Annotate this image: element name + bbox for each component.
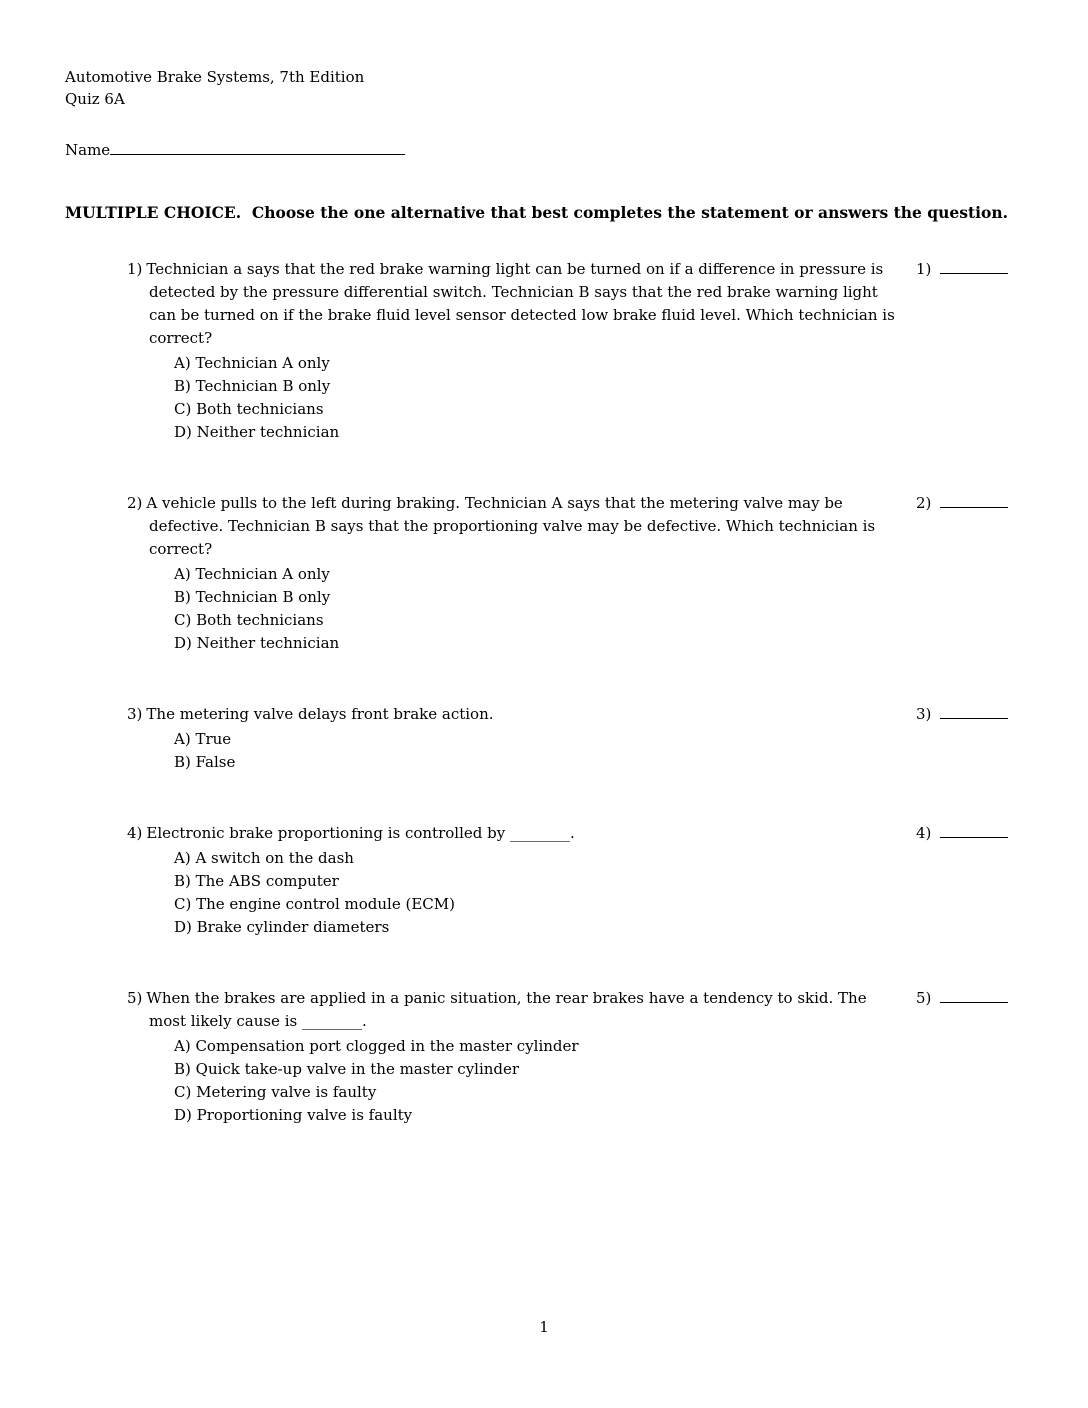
- question-main: [127, 703, 902, 774]
- question-body: Technician a says that the red brake warning light can be turned on if a difference in pressure is detected by the pressure differential switch. Technician B says that the red brake warning light can be turned on if the brake fluid level sensor detected low brake fluid level. Which technician is correct?: [146, 260, 895, 347]
- question-body: Electronic brake proportioning is controlled by ________.: [146, 824, 575, 842]
- question-number: 3): [127, 705, 143, 723]
- question-text: [127, 987, 902, 1033]
- answer-blank-group: [916, 492, 1028, 515]
- answer-blank: [940, 823, 1008, 838]
- question-main: [127, 258, 902, 444]
- question-main: [127, 987, 902, 1127]
- option-c: C) Both technicians: [174, 611, 324, 629]
- option-a: A) Technician A only: [174, 565, 330, 583]
- question-main: [127, 492, 902, 655]
- answer-number: 3): [916, 705, 932, 723]
- option-d: D) Proportioning valve is faulty: [174, 1106, 413, 1124]
- question-text: [127, 258, 902, 350]
- question-text: [127, 822, 902, 845]
- document-subtitle: Quiz 6A: [65, 90, 125, 108]
- question-main: [127, 822, 902, 939]
- question-text: [127, 492, 902, 561]
- question-number: 2): [127, 494, 143, 512]
- document-title: Automotive Brake Systems, 7th Edition: [65, 68, 365, 86]
- answer-blank-group: [916, 822, 1028, 845]
- option-b: B) Technician B only: [174, 588, 331, 606]
- option-c: C) Metering valve is faulty: [174, 1083, 377, 1101]
- name-label: Name: [65, 141, 111, 159]
- question-text: [127, 703, 902, 726]
- answer-blank-group: [916, 258, 1028, 281]
- name-blank: [110, 140, 405, 155]
- option-b: B) False: [174, 753, 236, 771]
- question-3: [65, 703, 1028, 774]
- instructions-text: MULTIPLE CHOICE. Choose the one alternative that best completes the statement or answers the question.: [65, 203, 1009, 222]
- answer-number: 2): [916, 494, 932, 512]
- option-d: D) Neither technician: [174, 634, 340, 652]
- answer-number: 1): [916, 260, 932, 278]
- questions-section: [65, 258, 1028, 1127]
- options-list: [174, 847, 902, 939]
- question-4: [65, 822, 1028, 939]
- question-number: 4): [127, 824, 143, 842]
- answer-blank: [940, 493, 1008, 508]
- question-body: When the brakes are applied in a panic situation, the rear brakes have a tendency to skid. The most likely cause is ________.: [146, 989, 867, 1030]
- question-body: The metering valve delays front brake action.: [146, 705, 494, 723]
- document-header: [65, 66, 1028, 110]
- option-a: A) True: [174, 730, 232, 748]
- options-list: [174, 352, 902, 444]
- answer-blank: [940, 988, 1008, 1003]
- options-list: [174, 563, 902, 655]
- option-c: C) Both technicians: [174, 400, 324, 418]
- option-a: A) A switch on the dash: [174, 849, 354, 867]
- option-d: D) Brake cylinder diameters: [174, 918, 390, 936]
- options-list: [174, 728, 902, 774]
- answer-number: 4): [916, 824, 932, 842]
- answer-blank-group: [916, 703, 1028, 726]
- option-b: B) Technician B only: [174, 377, 331, 395]
- option-a: A) Compensation port clogged in the master cylinder: [174, 1037, 579, 1055]
- question-2: [65, 492, 1028, 655]
- question-body: A vehicle pulls to the left during braking. Technician A says that the metering valve may be defective. Technician B says that the proportioning valve may be defective. Which technician is correct?: [146, 494, 876, 558]
- page-number: 1: [539, 1318, 549, 1336]
- option-a: A) Technician A only: [174, 354, 330, 372]
- answer-number: 5): [916, 989, 932, 1007]
- answer-blank: [940, 259, 1008, 274]
- option-b: B) The ABS computer: [174, 872, 339, 890]
- answer-blank-group: [916, 987, 1028, 1010]
- answer-blank: [940, 704, 1008, 719]
- option-d: D) Neither technician: [174, 423, 340, 441]
- option-c: C) The engine control module (ECM): [174, 895, 455, 913]
- question-number: 5): [127, 989, 143, 1007]
- options-list: [174, 1035, 902, 1127]
- question-1: [65, 258, 1028, 444]
- option-b: B) Quick take-up valve in the master cylinder: [174, 1060, 520, 1078]
- question-number: 1): [127, 260, 143, 278]
- question-5: [65, 987, 1028, 1127]
- name-line: [65, 140, 1028, 159]
